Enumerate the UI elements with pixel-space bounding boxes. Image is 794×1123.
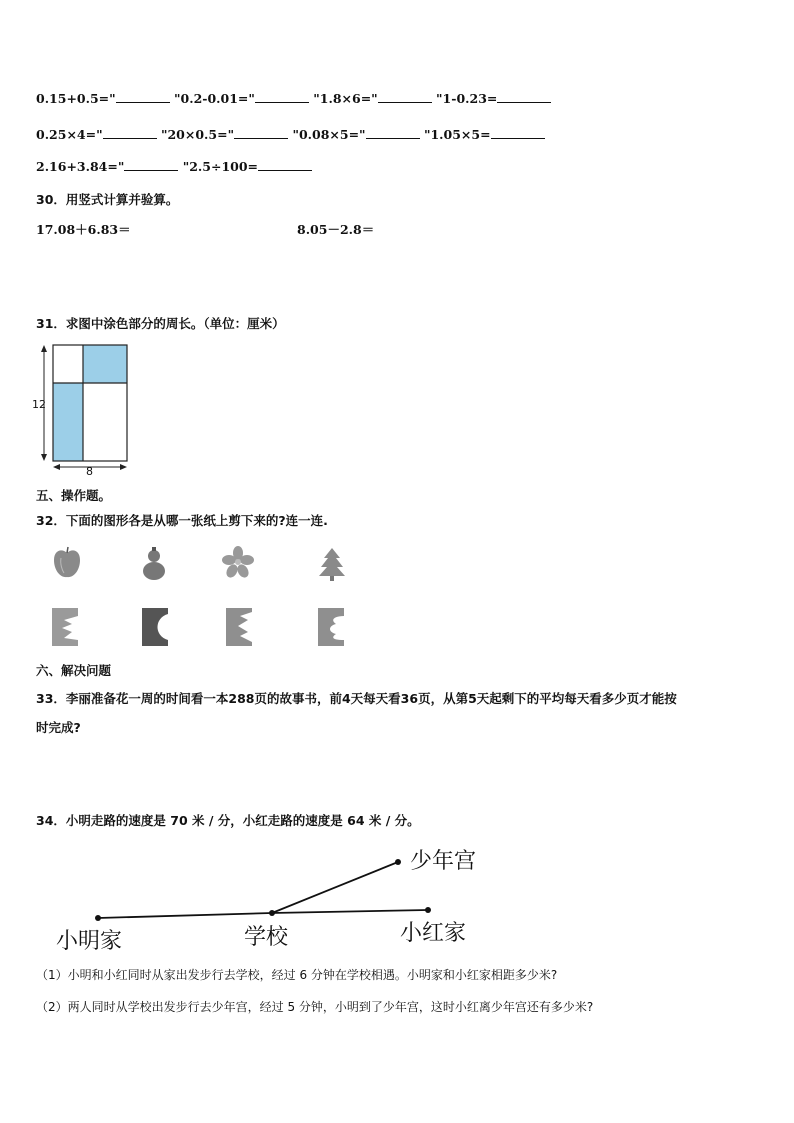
q30-expr-2: 8.05－2.8＝ [297, 222, 375, 237]
q34-sub-2: （2）两人同时从学校出发步行去少年宫，经过 5 分钟，小明到了少年宫，这时小红离少年宫还有多少米? [36, 1000, 594, 1014]
paper-moon-cut[interactable] [140, 606, 170, 648]
expr: "1.8×6=" [313, 91, 378, 106]
expr: 2.16+3.84=" [36, 159, 125, 174]
expr: "1.05×5= [423, 127, 491, 142]
gourd-icon[interactable] [140, 546, 168, 582]
label-xiaohong-home: 小红家 [400, 921, 467, 946]
expr: "1-0.23= [436, 91, 498, 106]
answer-blank[interactable] [234, 126, 288, 139]
expr: 0.25×4=" [36, 127, 103, 142]
label-xiaoming-home: 小明家 [56, 929, 123, 954]
tree-icon[interactable] [318, 546, 346, 582]
route-diagram [40, 838, 560, 958]
point-youth-palace [395, 859, 401, 865]
width-label: 8 [86, 465, 93, 476]
section-5-heading: 五、操作题。 [36, 488, 112, 503]
answer-blank[interactable] [497, 90, 551, 103]
fill-row-3 [36, 158, 312, 174]
expr: 0.15+0.5=" [36, 91, 116, 106]
shaded-rect-left [53, 383, 83, 461]
point-xiaohong-home [425, 907, 431, 913]
fill-row-2 [36, 126, 545, 142]
answer-blank[interactable] [366, 126, 420, 139]
q34-title: 34．小明走路的速度是 70 米 / 分，小红走路的速度是 64 米 / 分。 [36, 813, 420, 828]
answer-blank[interactable] [491, 126, 545, 139]
q30-title: 30．用竖式计算并验算。 [36, 192, 179, 207]
q33-line-1: 33．李丽准备花一周的时间看一本288页的故事书，前4天每天看36页，从第5天起剩下的平均每天看多少页才能按 [36, 691, 677, 706]
q34-sub-1: （1）小明和小红同时从家出发步行去学校，经过 6 分钟在学校相遇。小明家和小红家相距多少米? [36, 968, 558, 982]
answer-blank[interactable] [116, 90, 170, 103]
height-label: 12 [32, 398, 46, 411]
answer-blank[interactable] [255, 90, 309, 103]
point-xiaoming-home [95, 915, 101, 921]
answer-blank[interactable] [378, 90, 432, 103]
shaded-rect-top [83, 345, 127, 383]
q33-line-2: 时完成? [36, 720, 81, 735]
expr: "20×0.5=" [160, 127, 235, 142]
label-school: 学校 [244, 925, 289, 950]
expr: "2.5÷100= [182, 159, 259, 174]
label-youth-palace: 少年宫 [410, 849, 477, 874]
flower-icon[interactable] [222, 546, 254, 578]
q32-title: 32．下面的图形各是从哪一张纸上剪下来的?连一连. [36, 513, 328, 528]
paper-zigzag-cut[interactable] [224, 606, 254, 648]
answer-blank[interactable] [124, 158, 178, 171]
section-6-heading: 六、解决问题 [36, 663, 112, 678]
q30-expr-1: 17.08＋6.83＝ [36, 222, 131, 237]
paper-round-cut[interactable] [316, 606, 346, 648]
point-school [269, 910, 275, 916]
paper-leaf-cut[interactable] [50, 606, 80, 648]
answer-blank[interactable] [258, 158, 312, 171]
apple-icon[interactable] [52, 546, 82, 580]
expr: "0.2-0.01=" [174, 91, 255, 106]
perimeter-figure [28, 338, 138, 476]
fill-row-1 [36, 90, 551, 106]
q31-title: 31．求图中涂色部分的周长。（单位：厘米） [36, 316, 285, 331]
answer-blank[interactable] [103, 126, 157, 139]
expr: "0.08×5=" [292, 127, 366, 142]
